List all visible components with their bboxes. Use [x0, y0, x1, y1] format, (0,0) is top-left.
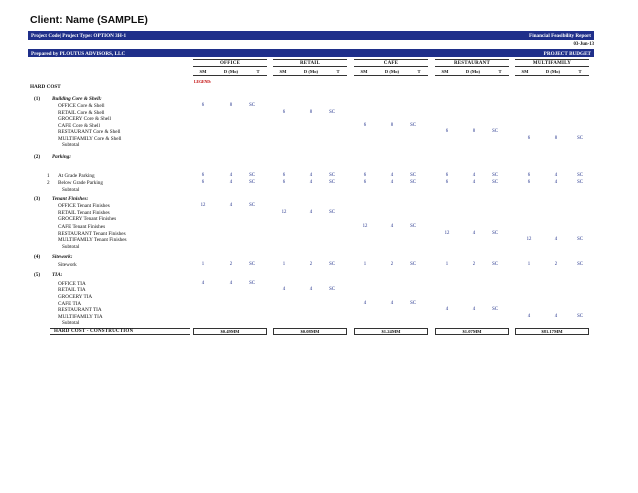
- value-sm: 6: [527, 135, 531, 141]
- subheader-restaurant: [435, 67, 509, 76]
- value-type: SC: [410, 224, 416, 229]
- subheader-t: T: [578, 68, 582, 74]
- row-label: MULTIFAMILY Tenant Finishes: [58, 237, 127, 243]
- row-label: GROCERY TIA: [58, 294, 93, 300]
- value-sm: 12: [281, 209, 287, 215]
- group-header-office: OFFICE: [193, 59, 267, 67]
- value-duration: 4: [309, 173, 313, 178]
- row-label: Sitework: [58, 262, 77, 268]
- value-sm: 6: [201, 180, 205, 185]
- subheader-multifamily: [515, 67, 589, 76]
- subheader-sm: SM: [199, 68, 207, 74]
- section-number-3: (3): [34, 196, 41, 202]
- value-sm: 4: [445, 307, 449, 312]
- value-sm: 6: [527, 180, 531, 185]
- value-sm: 12: [362, 224, 368, 229]
- total-multifamily: $81.17MM: [515, 328, 589, 335]
- value-type: SC: [577, 313, 583, 319]
- value-sm: 12: [200, 203, 206, 208]
- subheader-duration: D (Mo): [303, 68, 319, 74]
- value-duration: 4: [472, 230, 476, 236]
- value-duration: 4: [229, 180, 233, 185]
- value-duration: 8: [229, 103, 233, 108]
- value-type: SC: [410, 262, 416, 267]
- section-number-1: (1): [34, 96, 41, 102]
- report-date: 03-Jun-13: [573, 41, 594, 47]
- value-sm: 12: [444, 230, 450, 236]
- subheader-duration: D (Mo): [384, 68, 400, 74]
- value-type: SC: [329, 180, 335, 185]
- prepared-banner: [28, 49, 594, 57]
- value-type: SC: [577, 135, 583, 141]
- client-title: Client: Name (SAMPLE): [30, 14, 148, 26]
- row-label: RESTAURANT Tenant Finishes: [58, 230, 126, 237]
- value-type: SC: [249, 262, 255, 267]
- value-type: SC: [249, 180, 255, 185]
- value-sm: 12: [526, 237, 532, 242]
- value-type: SC: [329, 287, 335, 292]
- section-title-sitework: Sitework:: [52, 254, 73, 260]
- value-type: SC: [249, 103, 255, 108]
- value-duration: 4: [390, 300, 394, 306]
- value-sm: 6: [527, 173, 531, 178]
- value-duration: 2: [390, 262, 394, 267]
- total-restaurant: $1.07MM: [435, 328, 509, 335]
- value-sm: 6: [201, 103, 205, 108]
- value-sm: 4: [201, 281, 205, 286]
- value-sm: 6: [282, 180, 286, 185]
- section-number-2: (2): [34, 154, 41, 160]
- value-duration: 4: [229, 281, 233, 286]
- row-label: GROCERY Tenant Finishes: [58, 216, 117, 222]
- row-label: CAFE Tenant Finishes: [58, 224, 106, 230]
- subheader-duration: D (Mo): [223, 68, 239, 74]
- value-duration: 8: [309, 109, 313, 115]
- value-type: SC: [410, 300, 416, 306]
- row-label: OFFICE Core & Shell: [58, 103, 105, 109]
- row-label: At Grade Parking: [58, 173, 95, 179]
- value-type: SC: [249, 173, 255, 178]
- value-type: SC: [329, 262, 335, 267]
- value-duration: 4: [472, 307, 476, 312]
- group-header-retail: RETAIL: [273, 59, 347, 67]
- value-type: SC: [577, 180, 583, 185]
- value-sm: 6: [201, 173, 205, 178]
- row-label: RESTAURANT TIA: [58, 307, 102, 313]
- value-type: SC: [249, 203, 255, 208]
- project-code: Project Code| Project Type: OPTION 3H-1: [31, 32, 127, 39]
- value-duration: 4: [309, 209, 313, 215]
- value-type: SC: [492, 262, 498, 267]
- subtotal-label: Subtotal: [62, 142, 80, 148]
- total-label: HARD COST - CONSTRUCTION: [50, 328, 190, 335]
- group-header-cafe: CAFE: [354, 59, 428, 67]
- row-label: RESTAURANT Core & Shell: [58, 129, 121, 135]
- subtotal-label: Subtotal: [62, 186, 80, 193]
- legend-label: LEGEND:: [194, 79, 212, 84]
- value-duration: 2: [472, 262, 476, 267]
- value-duration: 8: [472, 129, 476, 134]
- value-sm: 1: [363, 262, 367, 267]
- subheader-t: T: [256, 68, 260, 74]
- value-duration: 8: [554, 135, 558, 141]
- value-type: SC: [329, 109, 335, 115]
- project-budget-label: PROJECT BUDGET: [543, 50, 591, 57]
- value-type: SC: [492, 307, 498, 312]
- value-type: SC: [249, 281, 255, 286]
- value-type: SC: [410, 122, 416, 128]
- subheader-t: T: [336, 68, 340, 74]
- value-duration: 4: [554, 313, 558, 319]
- value-sm: 4: [363, 300, 367, 306]
- section-title-tenant: Tenant Finishes:: [52, 196, 89, 202]
- row-number: 2: [47, 180, 50, 186]
- row-label: OFFICE TIA: [58, 281, 86, 287]
- value-duration: 2: [554, 262, 558, 267]
- total-office: $0.49MM: [193, 328, 267, 335]
- row-label: RETAIL Core & Shell: [58, 109, 105, 116]
- value-sm: 6: [445, 129, 449, 134]
- value-duration: 4: [554, 173, 558, 178]
- value-duration: 4: [229, 203, 233, 208]
- value-type: SC: [492, 230, 498, 236]
- subheader-sm: SM: [521, 68, 529, 74]
- value-sm: 6: [282, 109, 286, 115]
- total-retail: $0.08MM: [273, 328, 347, 335]
- value-type: SC: [329, 173, 335, 178]
- subheader-sm: SM: [279, 68, 287, 74]
- value-sm: 4: [527, 313, 531, 319]
- row-label: CAFE TIA: [58, 300, 82, 307]
- value-duration: 4: [309, 180, 313, 185]
- value-sm: 6: [363, 180, 367, 185]
- subheader-duration: D (Mo): [545, 68, 561, 74]
- report-title: Financial Feasibility Report: [529, 32, 591, 39]
- value-sm: 6: [282, 173, 286, 178]
- section-title-parking: Parking:: [52, 154, 72, 160]
- value-type: SC: [577, 262, 583, 267]
- row-label: RETAIL TIA: [58, 287, 86, 293]
- row-label: CAFE Core & Shell: [58, 122, 100, 129]
- subheader-sm: SM: [360, 68, 368, 74]
- value-sm: 1: [282, 262, 286, 267]
- value-duration: 4: [390, 224, 394, 229]
- subtotal-label: Subtotal: [62, 320, 80, 326]
- value-duration: 4: [229, 173, 233, 178]
- row-label: RETAIL Tenant Finishes: [58, 209, 110, 216]
- row-label: MULTIFAMILY Core & Shell: [58, 135, 122, 142]
- section-number-4: (4): [34, 254, 41, 260]
- value-duration: 4: [390, 173, 394, 178]
- row-number: 1: [47, 173, 50, 179]
- value-type: SC: [492, 173, 498, 178]
- project-banner: [28, 31, 594, 40]
- subheader-office: [193, 67, 267, 76]
- value-type: SC: [410, 180, 416, 185]
- subheader-t: T: [417, 68, 421, 74]
- value-duration: 4: [309, 287, 313, 292]
- value-sm: 6: [363, 122, 367, 128]
- value-type: SC: [577, 237, 583, 242]
- value-type: SC: [492, 129, 498, 134]
- total-cafe: $1.24MM: [354, 328, 428, 335]
- value-sm: 4: [282, 287, 286, 292]
- section-title-building: Building Core & Shell:: [52, 96, 102, 102]
- value-type: SC: [577, 173, 583, 178]
- prepared-by: Prepared by PLOUTUS ADVISORS, LLC: [31, 50, 126, 57]
- value-duration: 2: [229, 262, 233, 267]
- subheader-retail: [273, 67, 347, 76]
- group-header-multifamily: MULTIFAMILY: [515, 59, 589, 67]
- value-type: SC: [492, 180, 498, 185]
- subheader-t: T: [498, 68, 502, 74]
- value-type: SC: [410, 173, 416, 178]
- subheader-sm: SM: [441, 68, 449, 74]
- group-header-restaurant: RESTAURANT: [435, 59, 509, 67]
- value-duration: 2: [309, 262, 313, 267]
- value-duration: 4: [472, 180, 476, 185]
- value-sm: 6: [363, 173, 367, 178]
- value-duration: 4: [554, 180, 558, 185]
- value-sm: 1: [201, 262, 205, 267]
- value-duration: 4: [554, 237, 558, 242]
- section-number-5: (5): [34, 272, 41, 278]
- value-sm: 6: [445, 173, 449, 178]
- subheader-cafe: [354, 67, 428, 76]
- row-label: OFFICE Tenant Finishes: [58, 203, 110, 209]
- subheader-duration: D (Mo): [465, 68, 481, 74]
- value-sm: 1: [445, 262, 449, 267]
- row-label: MULTIFAMILY TIA: [58, 313, 103, 320]
- row-label: Below Grade Parking: [58, 180, 103, 186]
- value-sm: 6: [445, 180, 449, 185]
- subtotal-label: Subtotal: [62, 243, 80, 250]
- value-sm: 1: [527, 262, 531, 267]
- row-label: GROCERY Core & Shell: [58, 116, 111, 122]
- value-duration: 4: [390, 180, 394, 185]
- section-title-tia: TIA:: [52, 272, 63, 278]
- value-duration: 4: [472, 173, 476, 178]
- value-type: SC: [329, 209, 335, 215]
- hard-cost-heading: HARD COST: [30, 84, 61, 90]
- value-duration: 8: [390, 122, 394, 128]
